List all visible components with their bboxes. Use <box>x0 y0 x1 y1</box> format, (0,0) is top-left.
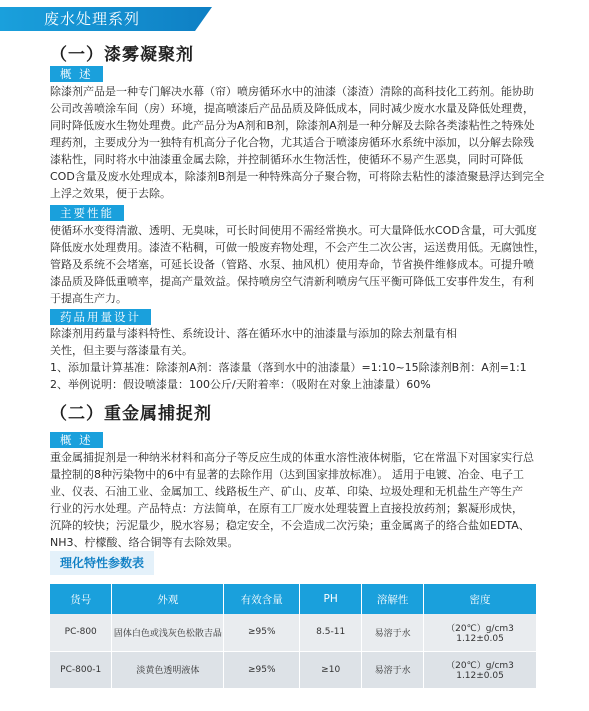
table-cell: 淡黄色透明液体 <box>112 651 224 688</box>
table-row <box>50 614 537 651</box>
table-header-cell: PH <box>300 584 362 614</box>
table-header-cell: 有效含量 <box>224 584 300 614</box>
table-header-cell: 密度 <box>424 584 537 614</box>
table-cell: 易溶于水 <box>362 651 424 688</box>
table-header-row <box>50 584 537 614</box>
section1-features-text: 使循环水变得清澈、透明、无臭味，可长时间使用不需经常换水。可大量降低水COD含量，可大弧度 降低废水处理费用。漆渣不粘稠，可做一般废弃物处理，不会产生二次公害，运送费用低。无腐蚀性， 管路及系统不会堵塞，可延长设备（管路、水泵、抽风机）使用寿命，节省换件维修成本。可提升喷 漆品质及降低重喷率，提高产量效益。保持喷房空气清新利喷房气压平衡可降低工安事件发生，有利 于提高生产力。 <box>50 224 545 305</box>
parameters-table <box>50 584 537 688</box>
section1-heading: （一）漆雾凝聚剂 <box>50 45 194 65</box>
table-caption: 理化特性参数表 <box>50 551 154 575</box>
table-cell: 易溶于水 <box>362 614 424 651</box>
table-cell: （20℃）g/cm3 1.12±0.05 <box>424 614 537 651</box>
table-row <box>50 651 537 688</box>
page-title: 废水处理系列 <box>44 10 141 28</box>
table-cell: ≥10 <box>300 651 362 688</box>
table-cell: 固体白色或浅灰色松散吉晶 <box>112 614 224 651</box>
table-cell: ≥95% <box>224 614 300 651</box>
table-cell: PC-800 <box>50 614 112 651</box>
section1-overview-text: 除漆剂产品是一种专门解决水幕（帘）喷房循环水中的油漆（漆渣）清除的高科技化工药剂。能协助 公司改善喷涂车间（房）环境，提高喷漆后产品品质及降低成本，同时减少废水水量及降低处理费， 同时降低废水生物处理费。此产品分为A剂和B剂，除漆剂A剂是一种分解及去除各类漆粘性之特殊处 理药剂，主要成分为一独特有机高分子化合物，尤其适合于喷漆房循环水系统中添加，以分解去除残 漆粘性，同时将水中油漆重金属去除，并控制循环水生物活性，使循环不易产生恶臭，同时可降低 COD含量及废水处理成本，除漆剂B剂是一种特殊高分子聚合物，可将除去粘性的漆渣聚悬浮达到完全 上浮之效果，便于去除。 <box>50 85 545 200</box>
section2-heading: （二）重金属捕捉剂 <box>50 404 212 424</box>
section1-overview-label: 概 述 <box>50 66 103 82</box>
section1-dosage-label: 药品用量设计 <box>50 309 151 325</box>
table-cell: 8.5-11 <box>300 614 362 651</box>
table-cell: PC-800-1 <box>50 651 112 688</box>
section1-dosage-text: 除漆剂用药量与漆料特性、系统设计、落在循环水中的油漆量与添加的除去剂量有相 关性，但主要与落漆量有关。 1、添加量计算基准：除漆剂A剂：落漆量（落到水中的油漆量）=1:10~15除漆剂B剂：A剂=1:1 2、举例说明：假设喷漆量：100公斤/天附着率：（吸附在对象上油漆量）60% <box>50 327 527 391</box>
table-cell: （20℃）g/cm3 1.12±0.05 <box>424 651 537 688</box>
section2-overview-label: 概 述 <box>50 432 103 448</box>
table-header-cell: 货号 <box>50 584 112 614</box>
table-header-cell: 溶解性 <box>362 584 424 614</box>
table-cell: ≥95% <box>224 651 300 688</box>
header-band <box>0 0 589 32</box>
table-header-cell: 外观 <box>112 584 224 614</box>
section1-features-label: 主要性能 <box>50 205 124 221</box>
section2-overview-text: 重金属捕捉剂是一种纳米材料和高分子等反应生成的体重水溶性液体树脂，它在常温下对国家实行总 量控制的8种污染物中的6中有显著的去除作用（达到国家排放标准）。 适用于电镀、冶金、电子工 业、仪表、石油工业、金属加工、线路板生产、矿山、皮革、印染、垃圾处理和无机盐生产等生产 行业的污水处理。产品特点：方法简单，在原有工厂废水处理装置上直接投放药剂；絮凝形成快， 沉降的较快；污泥量少，脱水容易；稳定安全，不会造成二次污染；重金属离子的络合盐如EDTA、 NH3、柠檬酸、络合铜等有去除效果。 <box>50 451 534 549</box>
